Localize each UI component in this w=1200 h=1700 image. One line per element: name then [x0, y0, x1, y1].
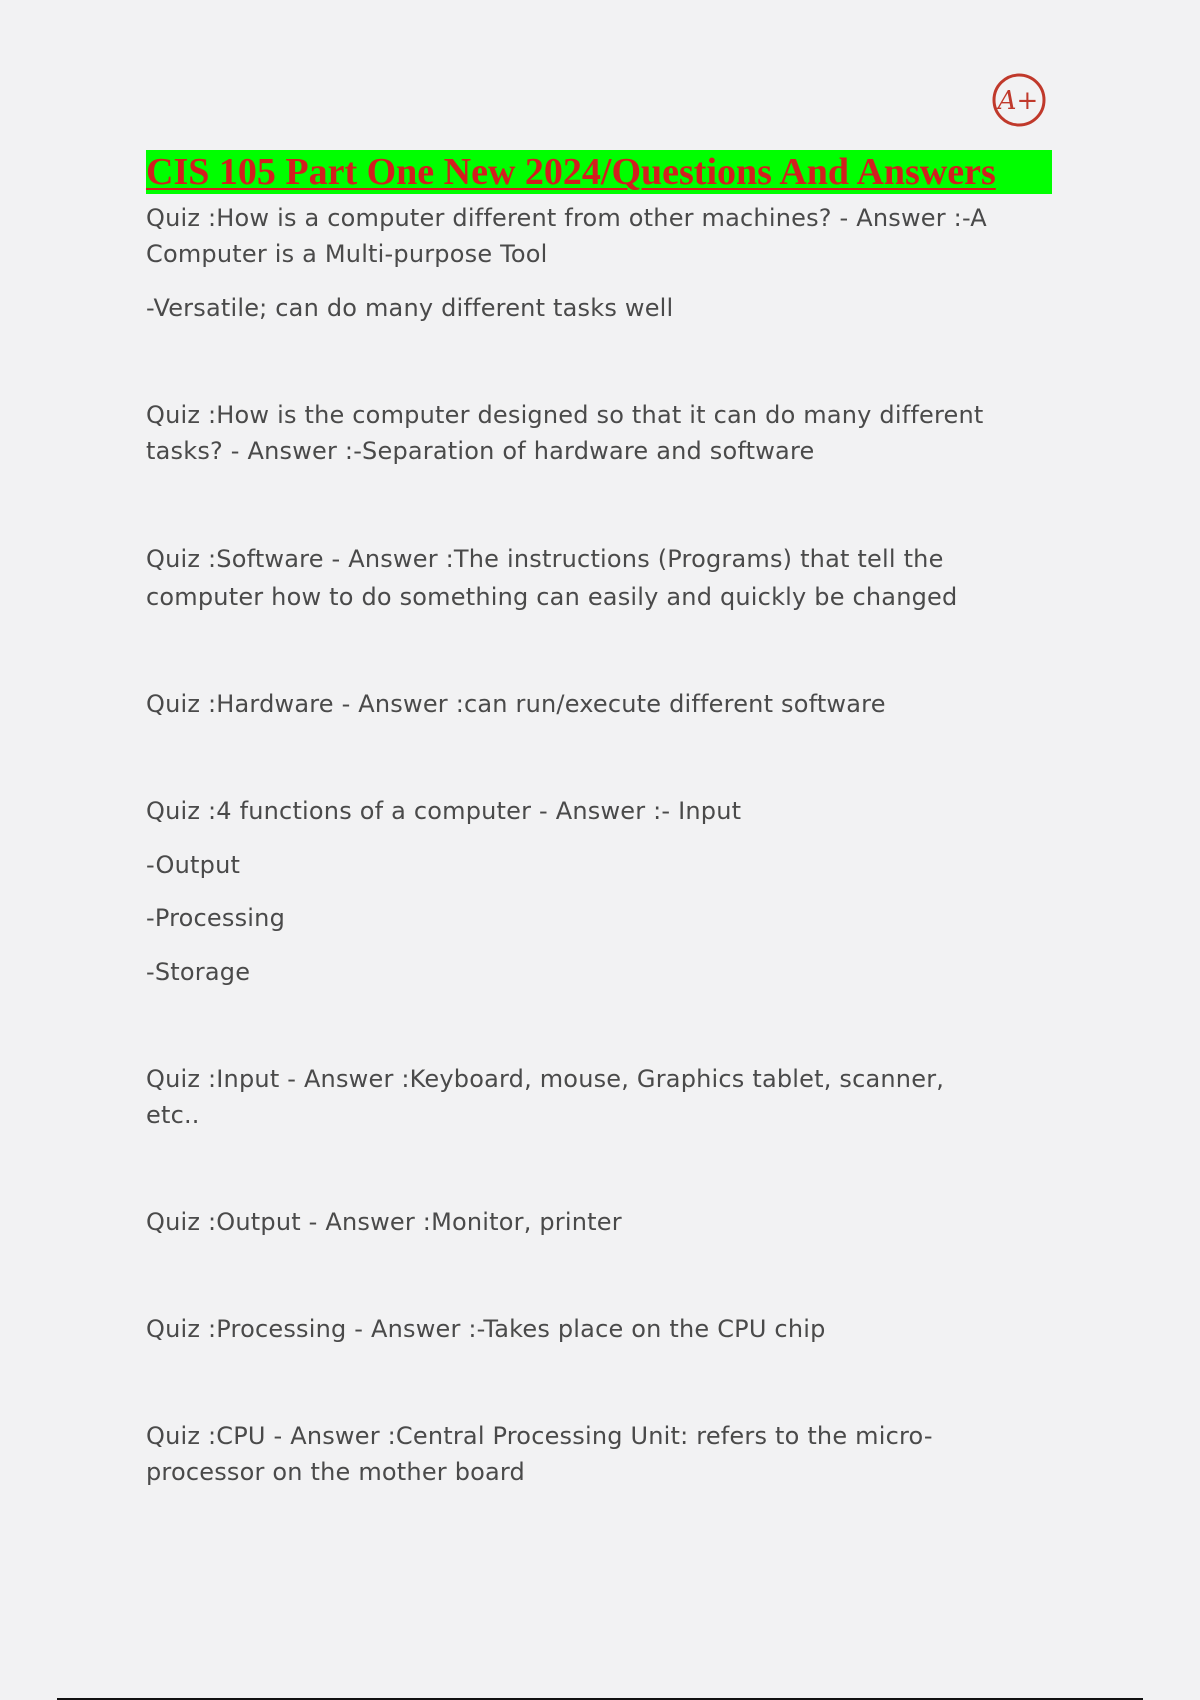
text-line: Quiz :4 functions of a computer - Answer :- Input: [146, 797, 742, 825]
text-line: Quiz :Input - Answer :Keyboard, mouse, Graphics tablet, scanner,: [146, 1065, 945, 1093]
text-line: -Processing: [146, 904, 286, 932]
text-line: Computer is a Multi-purpose Tool: [146, 240, 548, 268]
text-line: tasks? - Answer :-Separation of hardware and software: [146, 437, 815, 465]
text-line: -Output: [146, 851, 241, 879]
document-title: CIS 105 Part One New 2024/Questions And Answers: [146, 150, 1052, 194]
text-line: processor on the mother board: [146, 1458, 525, 1486]
text-line: Quiz :Output - Answer :Monitor, printer: [146, 1208, 622, 1236]
text-line: etc..: [146, 1101, 200, 1129]
text-line: Quiz :How is the computer designed so that it can do many different: [146, 401, 984, 429]
badge-text: A+: [997, 86, 1039, 116]
a-plus-grade-icon: [991, 72, 1047, 128]
text-line: Quiz :Hardware - Answer :can run/execute different software: [146, 690, 886, 718]
text-line: computer how to do something can easily and quickly be changed: [146, 583, 958, 611]
text-line: Quiz :CPU - Answer :Central Processing Unit: refers to the micro-: [146, 1422, 933, 1450]
text-line: Quiz :How is a computer different from other machines? - Answer :-A: [146, 204, 987, 232]
text-line: -Storage: [146, 958, 251, 986]
text-line: -Versatile; can do many different tasks well: [146, 294, 674, 322]
text-line: Quiz :Processing - Answer :-Takes place on the CPU chip: [146, 1315, 826, 1343]
text-line: Quiz :Software - Answer :The instructions (Programs) that tell the: [146, 545, 944, 573]
